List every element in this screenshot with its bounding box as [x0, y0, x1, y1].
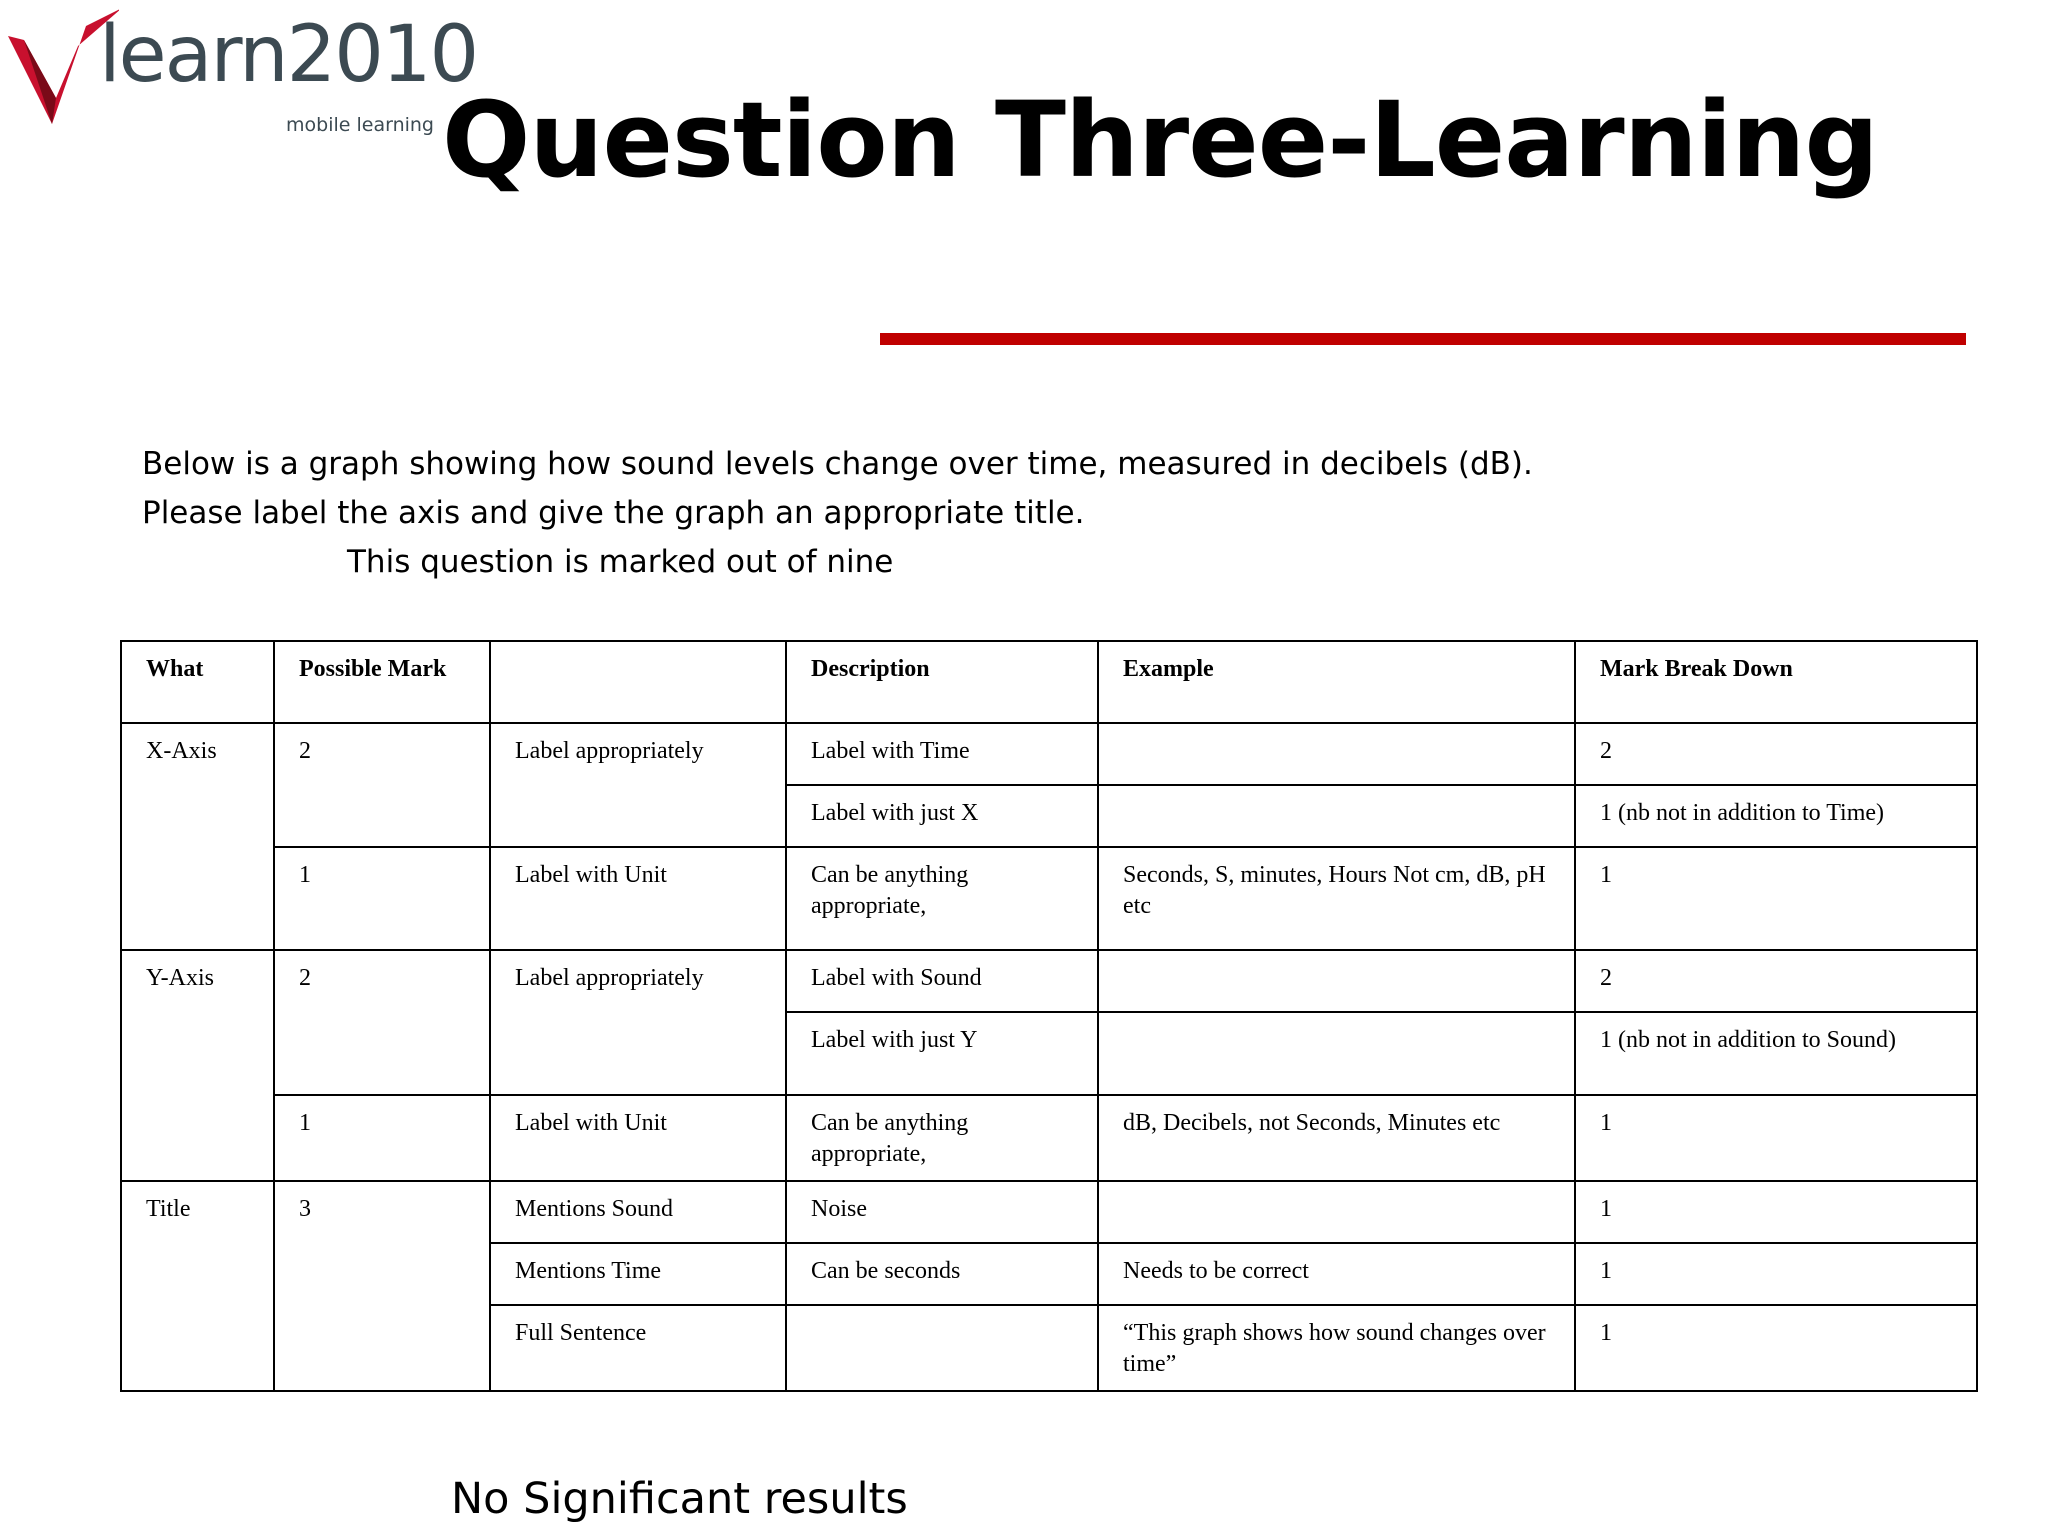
- cell-what: Title: [121, 1181, 274, 1391]
- cell-mark-break-down: 1: [1575, 1095, 1977, 1181]
- page-title: Question Three-Learning: [442, 79, 1878, 201]
- cell-possible-mark: 3: [274, 1181, 490, 1391]
- cell-example: [1098, 785, 1575, 847]
- question-intro: [142, 440, 1533, 587]
- table-row: [121, 847, 1977, 950]
- cell-mark-break-down: 1 (nb not in addition to Sound): [1575, 1012, 1977, 1095]
- table-row: [121, 1181, 1977, 1243]
- cell-mark-break-down: 1 (nb not in addition to Time): [1575, 785, 1977, 847]
- table-row: [121, 1095, 1977, 1181]
- cell-criteria: Full Sentence: [490, 1305, 786, 1391]
- cell-criteria: Mentions Time: [490, 1243, 786, 1305]
- table-row: [121, 950, 1977, 1012]
- cell-possible-mark: 1: [274, 847, 490, 950]
- cell-description: Label with Sound: [786, 950, 1098, 1012]
- header-what: What: [121, 641, 274, 723]
- cell-mark-break-down: 2: [1575, 723, 1977, 785]
- header-possible-mark: Possible Mark: [274, 641, 490, 723]
- cell-mark-break-down: 1: [1575, 1181, 1977, 1243]
- cell-example: [1098, 1181, 1575, 1243]
- cell-description: Label with just Y: [786, 1012, 1098, 1095]
- cell-criteria: Label with Unit: [490, 847, 786, 950]
- header-mark-break-down: Mark Break Down: [1575, 641, 1977, 723]
- cell-mark-break-down: 2: [1575, 950, 1977, 1012]
- cell-description: Can be anything appropriate,: [786, 1095, 1098, 1181]
- cell-description: Label with just X: [786, 785, 1098, 847]
- cell-criteria: Label appropriately: [490, 723, 786, 847]
- cell-mark-break-down: 1: [1575, 847, 1977, 950]
- cell-possible-mark: 1: [274, 1095, 490, 1181]
- cell-example: [1098, 723, 1575, 785]
- cell-mark-break-down: 1: [1575, 1243, 1977, 1305]
- cell-description: Can be seconds: [786, 1243, 1098, 1305]
- cell-example: Seconds, S, minutes, Hours Not cm, dB, pH etc: [1098, 847, 1575, 950]
- intro-line-1: Below is a graph showing how sound levels change over time, measured in decibels (dB).: [142, 446, 1533, 482]
- cell-example: [1098, 950, 1575, 1012]
- cell-example: “This graph shows how sound changes over time”: [1098, 1305, 1575, 1391]
- cell-criteria: Label appropriately: [490, 950, 786, 1095]
- learn2010-logo: [4, 6, 478, 136]
- results-note: No Significant results: [451, 1474, 908, 1524]
- cell-example: [1098, 1012, 1575, 1095]
- cell-possible-mark: 2: [274, 950, 490, 1095]
- cell-what: Y-Axis: [121, 950, 274, 1181]
- logo-wordmark: learn2010: [99, 10, 478, 100]
- cell-description: Can be anything appropriate,: [786, 847, 1098, 950]
- cell-criteria: Mentions Sound: [490, 1181, 786, 1243]
- intro-line-3: This question is marked out of nine: [347, 544, 894, 580]
- cell-criteria: Label with Unit: [490, 1095, 786, 1181]
- table-row: [121, 723, 1977, 785]
- mark-scheme-table: [120, 640, 1978, 1392]
- cell-example: dB, Decibels, not Seconds, Minutes etc: [1098, 1095, 1575, 1181]
- cell-possible-mark: 2: [274, 723, 490, 847]
- cell-description: Noise: [786, 1181, 1098, 1243]
- header-description: Description: [786, 641, 1098, 723]
- intro-line-2: Please label the axis and give the graph an appropriate title.: [142, 495, 1085, 531]
- cell-description: [786, 1305, 1098, 1391]
- header-example: Example: [1098, 641, 1575, 723]
- cell-description: Label with Time: [786, 723, 1098, 785]
- cell-example: Needs to be correct: [1098, 1243, 1575, 1305]
- cell-what: X-Axis: [121, 723, 274, 950]
- logo-tagline: mobile learning: [286, 114, 434, 136]
- table-header-row: [121, 641, 1977, 723]
- header-criteria: [490, 641, 786, 723]
- cell-mark-break-down: 1: [1575, 1305, 1977, 1391]
- title-underline-divider: [880, 333, 1966, 345]
